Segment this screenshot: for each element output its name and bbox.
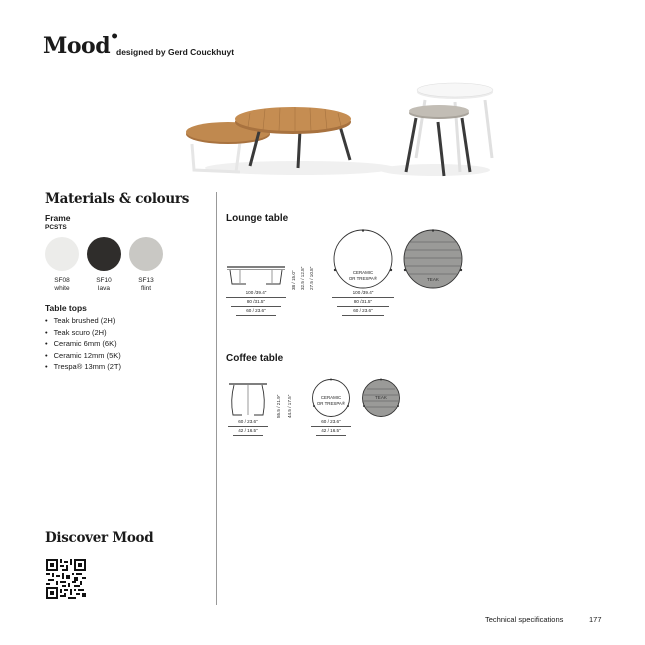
dim-line — [337, 306, 389, 307]
lounge-top-dim-3: 60 / 23.6" — [353, 308, 373, 313]
lounge-top-dim-2: 80 /31.5" — [353, 299, 373, 304]
list-item: • Teak brushed (2H) — [45, 315, 121, 327]
dim-line — [226, 297, 286, 298]
dim-line — [332, 297, 394, 298]
lounge-height-1: 38 / 15.0" — [291, 270, 296, 290]
list-item: • Ceramic 6mm (6K) — [45, 338, 121, 350]
coffee-ceramic-label-2: OR TRESPA® — [316, 401, 346, 406]
coffee-side-dim-1: 60 / 23.6" — [238, 419, 258, 424]
coffee-top-dim-1: 60 / 23.6" — [321, 419, 341, 424]
footer-label: Technical specifications — [485, 615, 564, 624]
frame-code: PCSTS — [45, 224, 67, 231]
coffee-teak-label: TEAK — [375, 395, 387, 400]
lounge-top-dim-1: 100 /39.4" — [352, 290, 374, 295]
dim-line — [228, 426, 268, 427]
lounge-height-2: 32.5 / 12.8" — [300, 266, 305, 290]
swatch-label-flint: SF13 flint — [138, 277, 154, 292]
lounge-teak-label: TEAK — [427, 277, 439, 282]
page-title: Mood• — [43, 29, 119, 59]
coffee-height-1: 55.5 / 21.9" — [276, 394, 281, 418]
title-mark: • — [110, 29, 119, 45]
coffee-ceramic-label-1: CERAMIC — [320, 395, 342, 400]
column-divider — [216, 192, 217, 605]
dim-line — [233, 435, 263, 436]
lounge-side-dim-2: 80 /31.5" — [246, 299, 266, 304]
lounge-side-dim-3: 60 / 23.6" — [246, 308, 266, 313]
dim-line — [231, 306, 281, 307]
lounge-ceramic-label-1: CERAMIC — [352, 270, 374, 275]
product-photo — [180, 80, 500, 180]
swatch-label-lava: SF10 lava — [96, 277, 112, 292]
lounge-ceramic-label-2: OR TRESPA® — [348, 276, 378, 281]
dim-line — [342, 315, 384, 316]
lounge-side-view — [226, 262, 286, 286]
swatch-white — [45, 237, 79, 271]
dim-line — [316, 435, 346, 436]
swatch-lava — [87, 237, 121, 271]
discover-heading: Discover Mood — [45, 530, 154, 546]
lounge-side-dim-1: 100 /39.4" — [245, 290, 267, 295]
materials-heading: Materials & colours — [45, 191, 190, 207]
frame-label: Frame — [45, 213, 71, 223]
designer-credit: designed by Gerd Couckhuyt — [116, 47, 235, 57]
coffee-side-view — [228, 380, 268, 418]
qr-code[interactable] — [46, 559, 86, 599]
lounge-height-3: 27.5 / 10.8" — [309, 266, 314, 290]
table-tops-list — [45, 315, 121, 373]
coffee-top-dim-2: 42 / 16.5" — [321, 428, 341, 433]
dim-line — [236, 315, 276, 316]
page-number: 177 — [589, 615, 602, 624]
swatch-label-white: SF08 white — [54, 277, 70, 292]
list-item: • Ceramic 12mm (5K) — [45, 350, 121, 362]
list-item: • Teak scuro (2H) — [45, 327, 121, 339]
swatch-flint — [129, 237, 163, 271]
coffee-side-dim-2: 42 / 16.5" — [238, 428, 258, 433]
table-tops-label: Table tops — [45, 303, 87, 313]
coffee-height-2: 44.5 / 17.5" — [287, 394, 292, 418]
dim-line — [311, 426, 351, 427]
lounge-table-heading: Lounge table — [226, 213, 289, 224]
coffee-table-heading: Coffee table — [226, 353, 284, 364]
coffee-table-photo-white — [416, 83, 493, 172]
list-item: • Trespa® 13mm (2T) — [45, 361, 121, 373]
